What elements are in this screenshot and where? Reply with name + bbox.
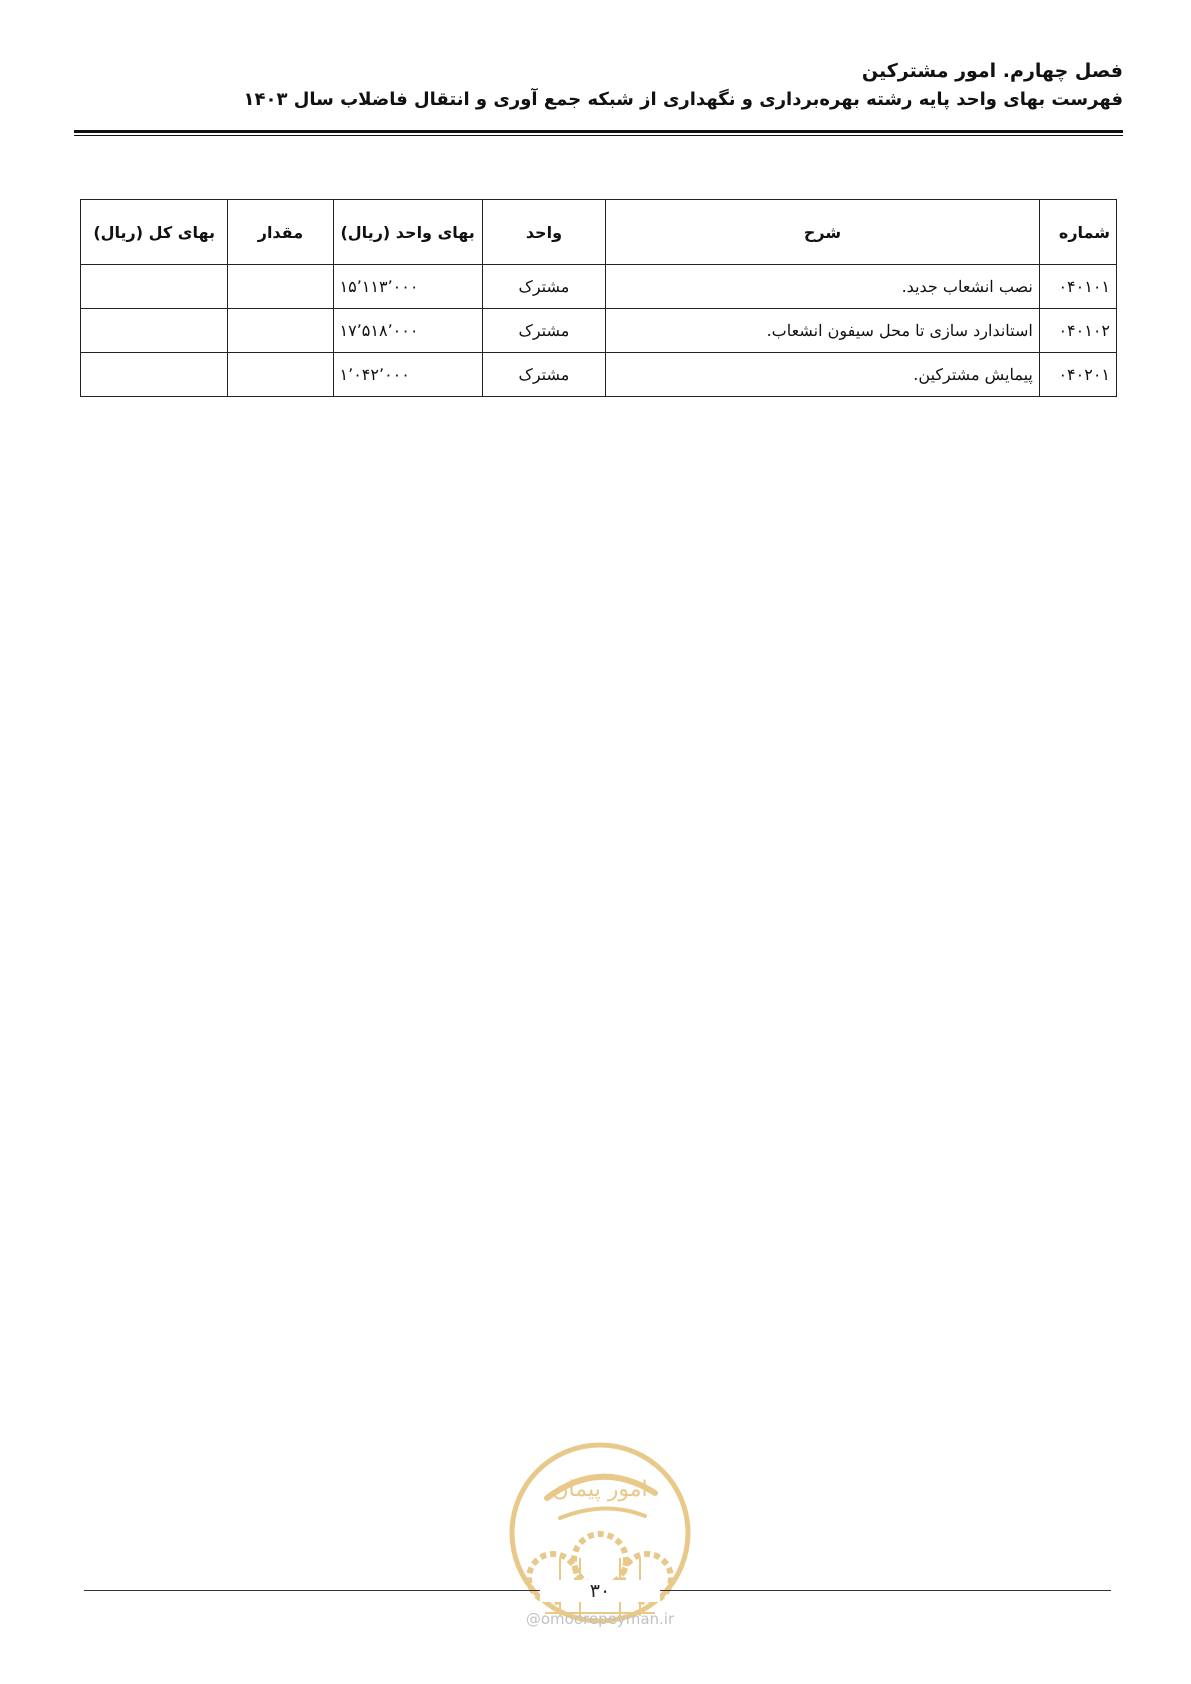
column-header-code: شماره <box>1039 200 1116 265</box>
cell-total-price <box>81 265 228 309</box>
cell-unit-price: ۱۵٬۱۱۳٬۰۰۰ <box>333 265 482 309</box>
header-divider <box>74 130 1123 133</box>
website-watermark: @omoorepeyman.ir <box>525 1610 675 1628</box>
cell-quantity <box>228 265 333 309</box>
cell-unit: مشترک <box>482 265 605 309</box>
watermark-text: امور پیمان <box>552 1477 648 1502</box>
table-row <box>81 353 1117 397</box>
cell-code: ۰۴۰۱۰۱ <box>1039 265 1116 309</box>
cell-total-price <box>81 353 228 397</box>
cell-total-price <box>81 309 228 353</box>
cell-description: استاندارد سازی تا محل سیفون انشعاب. <box>606 309 1040 353</box>
chapter-title: فصل چهارم. امور مشترکین <box>861 60 1123 82</box>
column-header-unit-price: بهای واحد (ریال) <box>333 200 482 265</box>
cell-unit-price: ۱۷٬۵۱۸٬۰۰۰ <box>333 309 482 353</box>
document-subtitle: فهرست بهای واحد پایه رشته بهره‌برداری و نگهداری از شبکه جمع آوری و انتقال فاضلاب سال ۱۴۰۳ <box>243 89 1123 110</box>
column-header-description: شرح <box>606 200 1040 265</box>
column-header-quantity: مقدار <box>228 200 333 265</box>
table-row <box>81 309 1117 353</box>
price-list-table <box>80 199 1117 397</box>
cell-quantity <box>228 309 333 353</box>
cell-description: پیمایش مشترکین. <box>606 353 1040 397</box>
cell-quantity <box>228 353 333 397</box>
header-divider-thin <box>74 135 1123 136</box>
cell-code: ۰۴۰۲۰۱ <box>1039 353 1116 397</box>
page-header <box>74 56 1123 114</box>
cell-unit: مشترک <box>482 353 605 397</box>
cell-unit: مشترک <box>482 309 605 353</box>
page-number: ۳۰ <box>540 1580 660 1602</box>
column-header-unit: واحد <box>482 200 605 265</box>
cell-description: نصب انشعاب جدید. <box>606 265 1040 309</box>
table-row <box>81 265 1117 309</box>
cell-unit-price: ۱٬۰۴۲٬۰۰۰ <box>333 353 482 397</box>
cell-code: ۰۴۰۱۰۲ <box>1039 309 1116 353</box>
column-header-total-price: بهای کل (ریال) <box>81 200 228 265</box>
table-header-row <box>81 200 1117 265</box>
